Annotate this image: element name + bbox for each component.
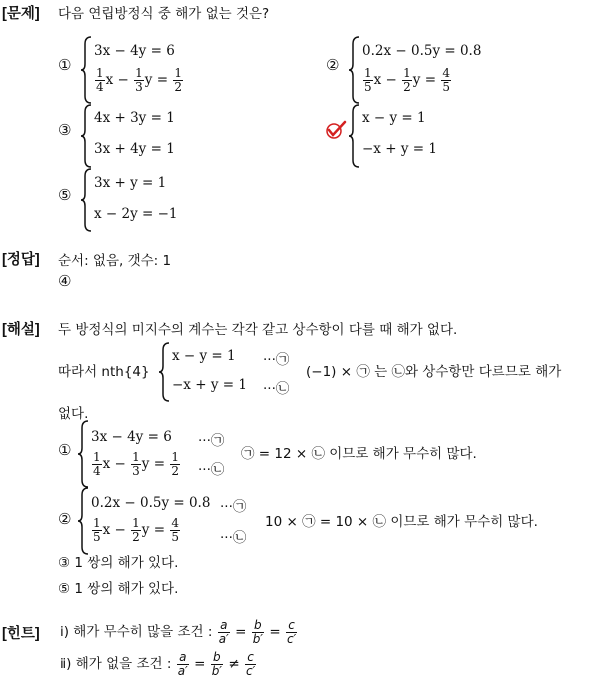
solution-case2-brace [77, 487, 89, 555]
solution-line2-prefix: 따라서 nth{4} [58, 364, 150, 380]
answer-header: [정답] [2, 252, 40, 268]
option-3-number[interactable]: ③ [58, 121, 72, 139]
option-2-eq2: $\frac{1}{5}$ x − $\frac{1}{2}$ y = $\frac{4}{5}$ [364, 66, 450, 94]
option-3-eq1: 4x + 3y = 1 [94, 110, 175, 126]
option-4-eq1: x − y = 1 [362, 110, 426, 126]
solution-case1-eq2: $\frac{1}{4}$ x − $\frac{1}{3}$ y = $\frac{1}{2}$ [93, 450, 179, 478]
hint-line1: ⅰ) 해가 무수히 많을 조건 : $\frac{a}{a'}$ = $\frac{b}{b'}$ = $\frac{c}{c'}$ [60, 617, 297, 646]
solution-line3: 없다. [58, 406, 89, 422]
option-1-eq2: $\frac{1}{4}$ x − $\frac{1}{3}$ y = $\frac{1}{2}$ [96, 66, 182, 94]
option-2-brace [348, 36, 360, 104]
option-1-brace [80, 36, 92, 104]
option-1-eq1: 3x − 4y = 6 [94, 43, 175, 59]
solution-case2-result: 10 × ㉠ = 10 × ㉡ 이므로 해가 무수히 많다. [265, 514, 538, 530]
option-2-number[interactable]: ② [326, 56, 340, 74]
option-2-eq1: 0.2x − 0.5y = 0.8 [362, 43, 482, 59]
solution-case2-eq2: $\frac{1}{5}$ x − $\frac{1}{2}$ y = $\frac{4}{5}$ [93, 516, 179, 544]
solution-case1-tag1: ···㉠ [198, 433, 225, 449]
problem-header: [문제] [2, 6, 40, 22]
option-3-brace [80, 104, 92, 168]
option-3-eq2: 3x + 4y = 1 [94, 141, 175, 157]
option-4-eq2: −x + y = 1 [362, 141, 437, 157]
option-5-number[interactable]: ⑤ [58, 186, 72, 204]
solution-case2-number: ② [58, 510, 72, 528]
solution-header: [해설] [2, 322, 40, 338]
question-text: 다음 연립방정식 중 해가 없는 것은? [58, 6, 270, 22]
answer-line: 순서: 없음, 갯수: 1 [58, 253, 172, 269]
solution-case2-eq1: 0.2x − 0.5y = 0.8 [91, 495, 211, 511]
check-mark-icon [325, 120, 347, 140]
solution-case3: ③ 1 쌍의 해가 있다. [58, 555, 179, 571]
solution-case1-number: ① [58, 441, 72, 459]
hint-header: [힌트] [2, 626, 40, 642]
option-5-eq1: 3x + y = 1 [94, 175, 167, 191]
solution-sys-eq1: x − y = 1 [172, 348, 236, 364]
option-1-number[interactable]: ① [58, 56, 72, 74]
option-5-brace [80, 168, 92, 232]
solution-sys-eq2: −x + y = 1 [172, 377, 247, 393]
solution-tag1: ···㉠ [263, 352, 290, 368]
solution-case1-result: ㉠ = 12 × ㉡ 이므로 해가 무수히 많다. [241, 446, 477, 462]
solution-system-brace [158, 342, 170, 402]
solution-case1-eq1: 3x − 4y = 6 [91, 429, 172, 445]
solution-case1-tag2: ···㉡ [198, 462, 225, 478]
answer-choice: ④ [58, 272, 72, 290]
hint-line2: ⅱ) 해가 없을 조건 : $\frac{a}{a'}$ = $\frac{b}{b'}$ ≠ $\frac{c}{c'}$ [60, 649, 256, 678]
solution-line2-suffix: (−1) × ㉠ 는 ㉡와 상수항만 다르므로 해가 [306, 364, 562, 380]
solution-case1-brace [77, 420, 89, 488]
solution-case5: ⑤ 1 쌍의 해가 있다. [58, 581, 179, 597]
option-5-eq2: x − 2y = −1 [94, 206, 178, 222]
solution-case2-tag1: ···㉠ [220, 499, 247, 515]
solution-line1: 두 방정식의 미지수의 계수는 각각 같고 상수항이 다를 때 해가 없다. [58, 322, 458, 338]
solution-case2-tag2: ···㉡ [220, 530, 247, 546]
solution-tag2: ···㉡ [263, 381, 290, 397]
option-4-brace [348, 104, 360, 168]
